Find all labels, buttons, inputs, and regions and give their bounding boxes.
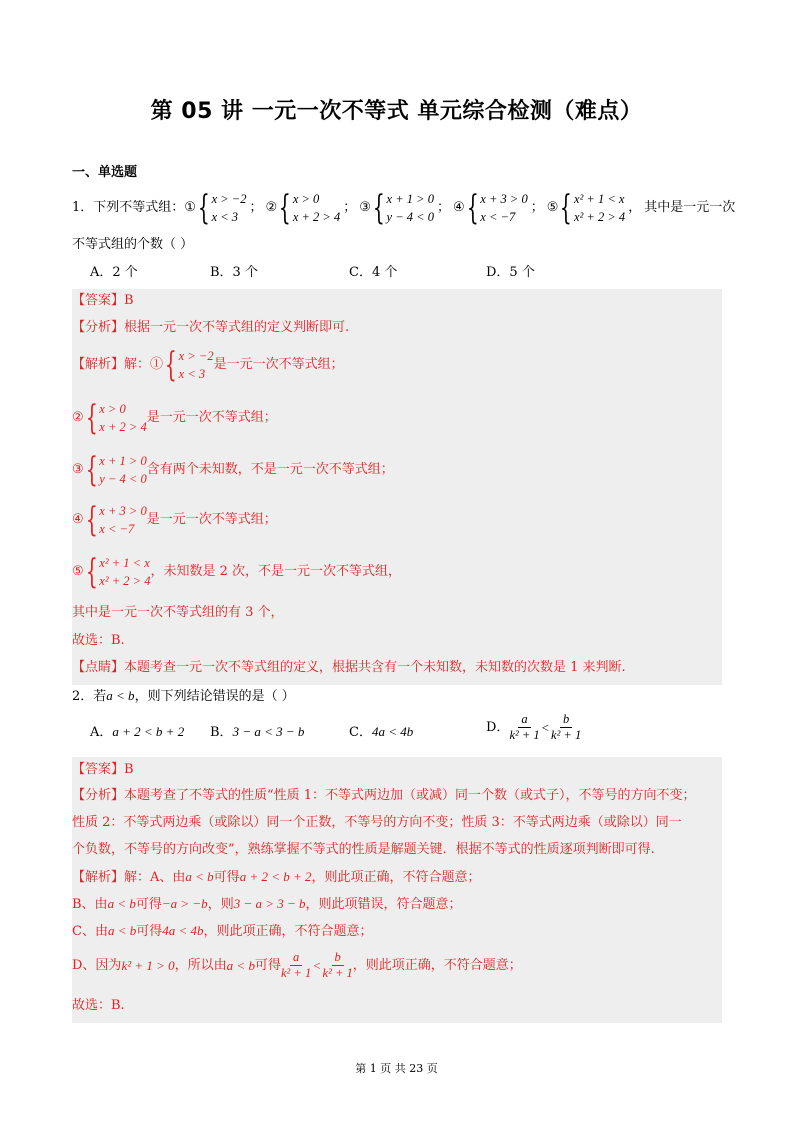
- q1-sol-row-5: [72, 552, 401, 592]
- brace: {: [372, 188, 385, 228]
- m: a < b: [107, 896, 136, 911]
- frac-num: a: [518, 712, 530, 728]
- q1-choose: 故选：B.: [72, 633, 125, 648]
- m: −a > −b: [161, 896, 208, 911]
- q1-option-c: C．4 个: [349, 265, 398, 280]
- t: D、因为: [72, 957, 122, 973]
- q2-opt-a-label: A．: [90, 725, 113, 740]
- system-rows: [179, 347, 214, 383]
- q1-sol-row-2: [72, 398, 277, 438]
- system-mark: ②: [265, 200, 278, 215]
- q2-opt-c-label: C．: [349, 725, 372, 740]
- q1-sol-row-4: [72, 500, 277, 540]
- inequality-system: [84, 400, 147, 436]
- system-row: x + 2 > 4: [99, 420, 147, 434]
- q2-analysis-2: 性质 2：不等式两边乘（或除以）同一个正数，不等号的方向不变；性质 3：不等式两边乘（或除以）同一: [72, 815, 682, 830]
- brace: {: [279, 188, 291, 228]
- system-rows: [574, 190, 625, 226]
- system-row: x < −7: [99, 522, 135, 536]
- system-row: x > 0: [292, 192, 320, 206]
- system-mark: ④: [72, 512, 84, 527]
- t: ，所以由: [174, 957, 227, 973]
- brace: {: [560, 188, 573, 228]
- sol-text: 是一元一次不等式组；: [146, 410, 277, 425]
- system-rows: [293, 190, 340, 226]
- q2-option-a: [90, 724, 184, 741]
- sol-text: ，未知数是 2 次，不是一元一次不等式组，: [150, 564, 402, 579]
- system-mark: ②: [72, 410, 84, 425]
- q1-answer: 【答案】B: [72, 293, 134, 308]
- section-heading: 一、单选题: [72, 165, 138, 180]
- page-footer: 第 1 页 共 23 页: [355, 1062, 438, 1075]
- separator: ，: [628, 200, 642, 215]
- t: 可得: [254, 957, 281, 973]
- sol-text: 是一元一次不等式组；: [213, 357, 344, 372]
- q1-comment: 【点睛】本题考查一元一次不等式组的定义，根据共含有一个未知数，未知数的次数是 1 来判断.: [72, 660, 626, 675]
- inequality-system: [163, 347, 214, 383]
- separator: ；: [530, 200, 544, 215]
- q2-opt-d-frac-b: [551, 712, 581, 743]
- system-row: x + 1 > 0: [99, 454, 147, 468]
- q2-stem: [72, 688, 295, 705]
- t: ，则: [207, 897, 234, 912]
- q1-option-a: A．2 个: [90, 265, 138, 280]
- m: a < b: [226, 957, 255, 973]
- t: C、由: [72, 924, 108, 939]
- brace: {: [85, 500, 98, 540]
- t: ，则此项正确，不符合题意；: [203, 924, 373, 939]
- t: B、由: [72, 897, 108, 912]
- frac-den: k² + 1: [322, 966, 353, 980]
- t: 可得: [136, 924, 163, 939]
- inequality-system: [196, 190, 247, 226]
- inequality-system: [84, 502, 147, 538]
- system-row: x + 3 > 0: [480, 192, 528, 206]
- separator: ；: [436, 200, 450, 215]
- q2-answer: 【答案】B: [72, 762, 134, 777]
- system-row: x + 1 > 0: [386, 192, 434, 206]
- m: 3 − a > 3 − b: [233, 896, 306, 911]
- lt: <: [313, 957, 321, 973]
- frac-num: b: [332, 950, 344, 966]
- brace: {: [85, 450, 98, 490]
- q2-sol-d: [72, 950, 522, 981]
- inequality-system: [558, 190, 625, 226]
- q1-sol-label: 【解析】解：①: [72, 357, 164, 372]
- q2-opt-d-lt: <: [541, 719, 550, 735]
- q1-systems: [184, 190, 644, 226]
- system-mark: ⑤: [72, 564, 84, 579]
- t: 可得: [213, 870, 240, 885]
- q2-sol-d-frac-b: [323, 950, 353, 981]
- m: 4a < 4b: [162, 923, 204, 938]
- system-row: x² + 2 > 4: [99, 574, 151, 588]
- brace: {: [466, 188, 479, 228]
- q1-suffix: 其中是一元一次: [644, 200, 736, 215]
- system-row: y − 4 < 0: [99, 472, 147, 486]
- t: ，则此项正确，不符合题意；: [311, 870, 481, 885]
- system-row: x² + 1 < x: [574, 192, 625, 206]
- q2-opt-d-label: D．: [486, 719, 510, 735]
- frac-den: k² + 1: [551, 728, 582, 742]
- system-mark: ⑤: [546, 200, 559, 215]
- q1-analysis: 【分析】根据一元一次不等式组的定义判断即可.: [72, 320, 350, 335]
- sol-text: 含有两个未知数，不是一元一次不等式组；: [146, 462, 394, 477]
- system-mark: ①: [184, 200, 196, 215]
- frac-num: a: [290, 950, 302, 966]
- inequality-system: [84, 452, 147, 488]
- system-rows: [99, 502, 146, 538]
- brace: {: [164, 345, 177, 385]
- t: 可得: [135, 897, 162, 912]
- system-row: x > 0: [99, 402, 126, 416]
- system-row: x + 3 > 0: [99, 504, 147, 518]
- brace: {: [85, 398, 98, 438]
- q2-opt-a-math: a + 2 < b + 2: [112, 724, 185, 739]
- t: ，则此项正确，不符合题意；: [352, 957, 522, 973]
- t: ，则此项错误，符合题意；: [305, 897, 462, 912]
- system-row: x < −7: [480, 210, 516, 224]
- m: a < b: [107, 923, 137, 938]
- system-row: x + 2 > 4: [292, 210, 341, 224]
- inequality-system: [84, 554, 151, 590]
- system-mark: ③: [72, 462, 84, 477]
- q2-sol-c: [72, 923, 373, 940]
- q1-stem-line2: 不等式组的个数（ ）: [72, 237, 194, 252]
- q1-sol-row-3: [72, 450, 394, 490]
- q2-stem-math: a < b: [106, 688, 135, 703]
- q1-conclusion: 其中是一元一次不等式组的有 3 个，: [72, 605, 284, 620]
- frac-den: k² + 1: [509, 728, 540, 742]
- system-rows: [387, 190, 434, 226]
- separator: ；: [343, 200, 357, 215]
- frac-num: b: [560, 712, 572, 728]
- system-row: x² + 2 > 4: [574, 210, 626, 224]
- brace: {: [197, 188, 210, 228]
- system-rows: [99, 400, 146, 436]
- separator: ；: [249, 200, 263, 215]
- inequality-system: [465, 190, 528, 226]
- inequality-system: [277, 190, 340, 226]
- system-row: y − 4 < 0: [386, 210, 434, 224]
- q2-sol-d-frac-a: [281, 950, 311, 981]
- q2-opt-b-math: 3 − a < 3 − b: [232, 724, 305, 739]
- system-row: x > −2: [211, 192, 247, 206]
- q2-opt-d-frac-a: [509, 712, 539, 743]
- q2-analysis-3: 个负数，不等号的方向改变”，熟练掌握不等式的性质是解题关键．根据不等式的性质逐项判断即可得.: [72, 842, 655, 857]
- q2-option-b: [210, 724, 304, 741]
- q2-opt-c-math: 4a < 4b: [371, 724, 414, 739]
- q2-opt-b-label: B．: [210, 725, 233, 740]
- q1-prefix: 1．下列不等式组：: [72, 200, 185, 215]
- page-title: 第 05 讲 一元一次不等式 单元综合检测（难点）: [150, 99, 643, 124]
- system-rows: [212, 190, 247, 226]
- q2-option-c: [349, 724, 413, 741]
- frac-den: k² + 1: [280, 966, 312, 980]
- q2-stem-a: 2．若: [72, 689, 107, 704]
- system-mark: ④: [452, 200, 465, 215]
- inequality-system: [371, 190, 434, 226]
- system-rows: [99, 452, 146, 488]
- system-row: x² + 1 < x: [99, 556, 150, 570]
- system-row: x > −2: [178, 349, 214, 363]
- q2-choose: 故选：B.: [72, 998, 125, 1013]
- q2-analysis-1: 【分析】本题考查了不等式的性质“性质 1：不等式两边加（或减）同一个数（或式子），不等号的方向不变；: [72, 788, 696, 803]
- m: a + 2 < b + 2: [239, 869, 312, 884]
- system-rows: [480, 190, 527, 226]
- q2-sol-b: [72, 896, 462, 913]
- system-rows: [99, 554, 150, 590]
- t: 【解析】解：A、由: [72, 870, 186, 885]
- q1-stem: [72, 188, 735, 228]
- system-row: x < 3: [211, 210, 239, 224]
- q1-option-d: D．5 个: [486, 265, 535, 280]
- sol-text: 是一元一次不等式组；: [146, 512, 277, 527]
- q2-sol-a: [72, 869, 481, 886]
- q1-sol-row-1: [72, 345, 344, 385]
- m: k² + 1 > 0: [121, 957, 175, 973]
- q2-stem-b: ，则下列结论错误的是（ ）: [134, 689, 295, 704]
- q2-option-d: [486, 712, 581, 743]
- system-mark: ③: [359, 200, 371, 215]
- m: a < b: [185, 869, 214, 884]
- brace: {: [85, 552, 98, 592]
- system-row: x < 3: [178, 367, 206, 381]
- q1-option-b: B．3 个: [210, 265, 258, 280]
